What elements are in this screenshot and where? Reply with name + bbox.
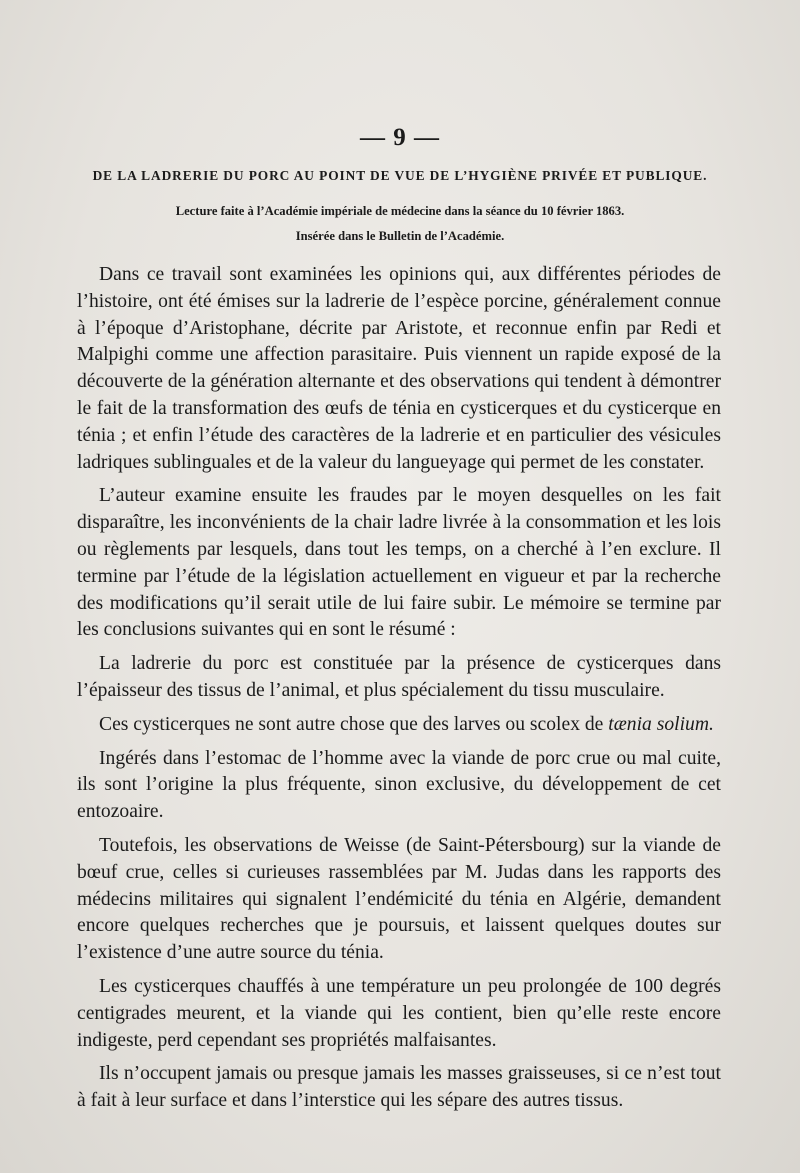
paragraph-8: Ils n’occupent jamais ou presque jamais les masses graisseuses, si ce n’est tout à fait à leur surface et dans l’interstice qui les sépare des autres tissus. [77, 1063, 721, 1112]
paragraph-5: Ingérés dans l’estomac de l’homme avec la viande de porc crue ou mal cuite, ils sont l’origine la plus fréquente, sinon exclusive, du développement de cet entozoaire. [77, 747, 721, 823]
paragraph-2: L’auteur examine ensuite les fraudes par le moyen desquelles on les fait disparaître, les inconvénients de la chair ladre livrée à la consommation et les lois ou règlements par lesquels, dans tout les temps, on a cherché à l’en exclure. Il termine par l’étude de la législation actuellement en vigueur et par la recherche des modifications qu’il serait utile de lui faire subir. Le mémoire se termine par les conclusions suivantes qui en sont le résumé : [77, 485, 721, 641]
paragraph-4-text: Ces cysticerques ne sont autre chose que des larves ou scolex de [99, 713, 609, 735]
page-number: — 9 — [360, 124, 440, 151]
paragraph-4 [77, 712, 721, 739]
species-name: tænia solium. [608, 713, 714, 735]
paragraph-1: Dans ce travail sont examinées les opinions qui, aux différentes périodes de l’histoire, ont été émises sur la ladrerie de l’espèce porcine, généralement connue à l’époque d’Aristophane, décrite par Aristote, et reconnue enfin par Redi et Malpighi comme une affection parasitaire. Puis viennent un rapide exposé de la découverte de la génération alternante et des observations qui tendent à démontrer le fait de la transformation des œufs de ténia en cysticerques et du cysticerque en ténia ; et enfin l’étude des caractères de la ladrerie et en particulier des vésicules ladriques sublinguales et de la valeur du langueyage qui permet de les constater. [77, 264, 721, 473]
subtitle-reading: Lecture faite à l’Académie impériale de médecine dans la séance du 10 février 1863. [175, 204, 625, 218]
body-text [77, 262, 721, 1115]
paragraph-7: Les cysticerques chauffés à une température un peu prolongée de 100 degrés centigrades meurent, et la viande qui les contient, bien qu’elle reste encore indigeste, perd cependant ses propriétés malfaisantes. [77, 975, 721, 1051]
paragraph-3: La ladrerie du porc est constituée par la présence de cysticerques dans l’épaisseur des tissus de l’animal, et plus spécialement du tissu musculaire. [77, 653, 721, 701]
article-title: DE LA LADRERIE DU PORC AU POINT DE VUE DE L’HYGIÈNE PRIVÉE ET PUBLIQUE. [92, 168, 708, 183]
subtitle-bulletin: Insérée dans le Bulletin de l’Académie. [295, 229, 505, 243]
paragraph-6: Toutefois, les observations de Weisse (de Saint-Pétersbourg) sur la viande de bœuf crue, celles si curieuses rassemblées par M. Judas dans les rapports des médecins militaires qui signalent l’endémicité du ténia en Algérie, demandent encore quelques recherches que je poursuis, et laissent quelques doutes sur l’existence d’une autre source du ténia. [77, 834, 721, 964]
